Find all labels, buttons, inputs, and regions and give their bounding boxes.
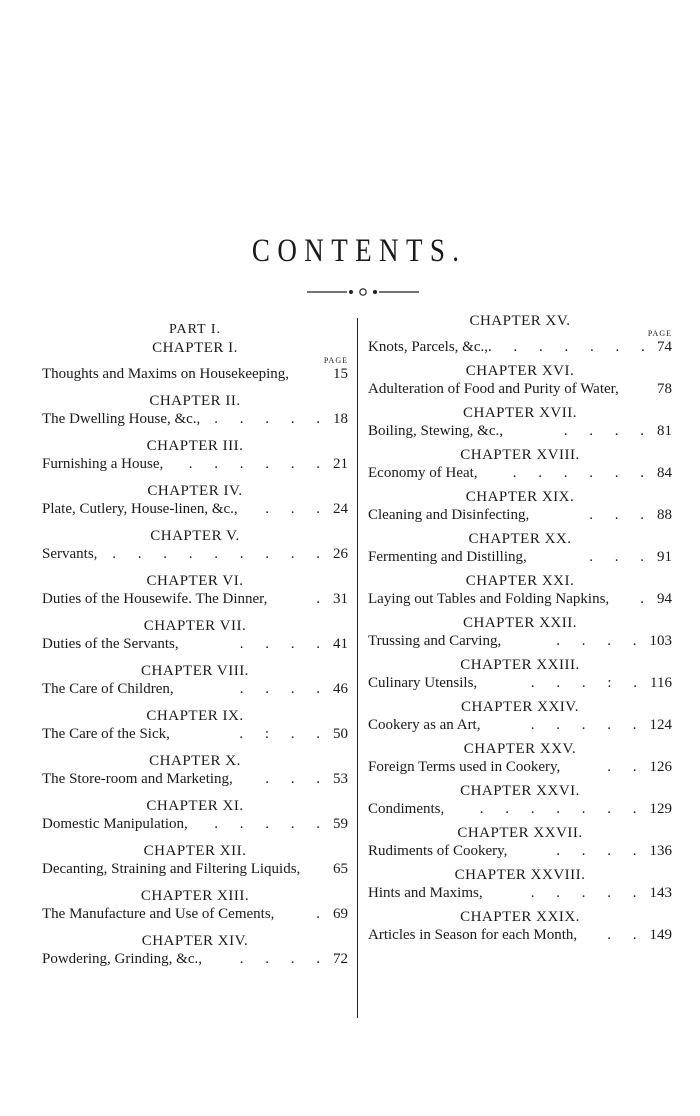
chapter-heading: CHAPTER VIII. <box>141 663 249 679</box>
page-column-label: PAGE <box>323 356 348 365</box>
dot-leader: . . . . . . <box>512 465 653 481</box>
dot-leader: . . . . <box>556 633 646 649</box>
column-divider <box>357 318 358 1018</box>
dot-leader: . . <box>607 927 646 943</box>
contents-entry <box>368 506 672 524</box>
chapter-heading: CHAPTER XXI. <box>465 573 575 589</box>
chapter-heading: CHAPTER XVI. <box>465 363 575 379</box>
chapter-heading: CHAPTER XIX. <box>465 489 575 505</box>
page-number: 72 <box>333 951 348 967</box>
contents-entry <box>42 815 348 833</box>
entry-title: Boiling, Stewing, &c., <box>368 423 503 439</box>
chapter-heading: CHAPTER IX. <box>146 708 244 724</box>
entry-title: Foreign Terms used in Cookery, <box>368 759 561 775</box>
chapter-heading: CHAPTER V. <box>150 528 240 544</box>
dot-leader: . . <box>607 759 646 775</box>
contents-entry <box>368 800 672 818</box>
contents-entry <box>42 590 348 608</box>
page-number: 84 <box>657 465 672 481</box>
page-number: 81 <box>657 423 672 439</box>
dot-leader: . . . . <box>239 951 329 967</box>
page-number: 31 <box>333 591 348 607</box>
page-number: 126 <box>649 759 672 775</box>
page-number: 69 <box>333 906 348 922</box>
contents-entry <box>42 950 348 968</box>
page-number: 78 <box>657 381 672 397</box>
page-number: 91 <box>657 549 672 565</box>
entry-title: Economy of Heat, <box>368 465 478 481</box>
entry-title: Duties of the Housewife. The Dinner, <box>42 591 268 607</box>
dot-leader: . . . . . <box>530 717 646 733</box>
dot-leader: . . . . . . <box>188 456 329 472</box>
page-number: 143 <box>649 885 672 901</box>
page-number: 46 <box>333 681 348 697</box>
entry-title: Duties of the Servants, <box>42 636 179 652</box>
page-column-label: PAGE <box>647 329 672 338</box>
chapter-heading: CHAPTER XXIX. <box>460 909 580 925</box>
chapter-heading: CHAPTER XXVIII. <box>454 867 586 883</box>
contents-entry <box>42 635 348 653</box>
left-column <box>42 312 348 968</box>
entry-title: The Store-room and Marketing, <box>42 771 233 787</box>
page-number: 103 <box>649 633 672 649</box>
chapter-heading: CHAPTER XX. <box>468 531 572 547</box>
entry-title: Servants, <box>42 546 98 562</box>
chapter-heading: CHAPTER XXV. <box>463 741 577 757</box>
chapter-heading: CHAPTER XIV. <box>141 933 249 949</box>
dot-leader: . . . . <box>239 681 329 697</box>
page-number: 59 <box>333 816 348 832</box>
entry-title: Articles in Season for each Month, <box>368 927 578 943</box>
entry-title: Condiments, <box>368 801 445 817</box>
entry-title: Cleaning and Disinfecting, <box>368 507 530 523</box>
contents-entry <box>42 860 348 878</box>
page-number: 65 <box>333 861 348 877</box>
dot-leader: . . . <box>589 549 653 565</box>
entry-title: The Care of Children, <box>42 681 174 697</box>
page-number: 149 <box>649 927 672 943</box>
dot-leader: . . . . . <box>530 885 646 901</box>
page-number: 74 <box>657 339 672 355</box>
dot-leader: . <box>316 591 329 607</box>
contents-entry <box>368 338 672 356</box>
contents-entry <box>42 545 348 563</box>
contents-entry <box>42 365 348 383</box>
entry-title: Plate, Cutlery, House-linen, &c., <box>42 501 238 517</box>
contents-entry <box>368 380 672 398</box>
chapter-heading: CHAPTER XV. <box>469 313 571 329</box>
contents-entry <box>42 770 348 788</box>
entry-title: Adulteration of Food and Purity of Water, <box>368 381 619 397</box>
dot-leader: . . . . . . . <box>487 339 654 355</box>
page-number: 124 <box>649 717 672 733</box>
dot-leader: . . . : . <box>530 675 647 691</box>
contents-entry <box>368 632 672 650</box>
entry-title: The Dwelling House, &c., <box>42 411 201 427</box>
chapter-heading: CHAPTER I. <box>152 340 238 356</box>
page-title: CONTENTS. <box>251 233 467 269</box>
entry-title: Powdering, Grinding, &c., <box>42 951 202 967</box>
title-ornament <box>307 287 419 297</box>
entry-title: Laying out Tables and Folding Napkins, <box>368 591 610 607</box>
chapter-heading: CHAPTER XXIV. <box>461 699 579 715</box>
dot-leader: . . . . <box>563 423 653 439</box>
page-number: 116 <box>650 675 672 691</box>
chapter-heading: CHAPTER III. <box>146 438 244 454</box>
chapter-heading: CHAPTER IV. <box>147 483 243 499</box>
chapter-heading: CHAPTER II. <box>149 393 241 409</box>
page-number: 21 <box>333 456 348 472</box>
entry-title: The Care of the Sick, <box>42 726 170 742</box>
contents-entry <box>368 590 672 608</box>
entry-title: Cookery as an Art, <box>368 717 481 733</box>
page-number: 15 <box>333 366 348 382</box>
dot-leader: . . . . <box>556 843 646 859</box>
entry-title: Knots, Parcels, &c., <box>368 339 488 355</box>
page-number: 136 <box>649 843 672 859</box>
chapter-heading: CHAPTER XVIII. <box>460 447 580 463</box>
chapter-heading: CHAPTER VI. <box>146 573 244 589</box>
entry-title: Rudiments of Cookery, <box>368 843 508 859</box>
dot-leader: . . . <box>589 507 653 523</box>
entry-title: Furnishing a House, <box>42 456 164 472</box>
contents-entry <box>42 680 348 698</box>
contents-entry <box>368 548 672 566</box>
chapter-heading: CHAPTER XXIII. <box>460 657 580 673</box>
chapter-heading: CHAPTER XXVII. <box>457 825 583 841</box>
contents-entry <box>42 455 348 473</box>
chapter-heading: CHAPTER X. <box>149 753 241 769</box>
dot-leader: . . . . . . . <box>479 801 646 817</box>
dot-leader: . . . <box>265 771 329 787</box>
chapter-heading: CHAPTER XXII. <box>463 615 577 631</box>
page-number: 88 <box>657 507 672 523</box>
contents-entry <box>368 926 672 944</box>
dot-leader: . . . . . . . . . <box>112 546 329 562</box>
part-heading: PART I. <box>168 322 222 337</box>
contents-entry <box>368 716 672 734</box>
page-number: 53 <box>333 771 348 787</box>
contents-entry <box>368 884 672 902</box>
entry-title: Fermenting and Distilling, <box>368 549 527 565</box>
right-column <box>368 312 672 944</box>
page-number: 24 <box>333 501 348 517</box>
entry-title: Culinary Utensils, <box>368 675 478 691</box>
page-number: 129 <box>649 801 672 817</box>
chapter-heading: CHAPTER XI. <box>146 798 244 814</box>
dot-leader: . . . <box>265 501 329 517</box>
dot-leader: . <box>640 591 653 607</box>
entry-title: The Manufacture and Use of Cements, <box>42 906 275 922</box>
dot-leader: . . . . . <box>214 411 329 427</box>
contents-entry <box>42 905 348 923</box>
contents-entry <box>42 410 348 428</box>
contents-entry <box>368 422 672 440</box>
chapter-heading: CHAPTER XVII. <box>463 405 577 421</box>
entry-title: Thoughts and Maxims on Housekeeping, <box>42 366 290 382</box>
page-number: 26 <box>333 546 348 562</box>
entry-title: Decanting, Straining and Filtering Liquids, <box>42 861 301 877</box>
chapter-heading: CHAPTER VII. <box>143 618 247 634</box>
contents-entry <box>368 674 672 692</box>
contents-entry <box>368 842 672 860</box>
entry-title: Trussing and Carving, <box>368 633 502 649</box>
contents-entry <box>42 725 348 743</box>
entry-title: Domestic Manipulation, <box>42 816 188 832</box>
contents-entry <box>368 758 672 776</box>
dot-leader: . : . . <box>239 726 329 742</box>
page-number: 50 <box>333 726 348 742</box>
entry-title: Hints and Maxims, <box>368 885 483 901</box>
chapter-heading: CHAPTER XIII. <box>140 888 250 904</box>
dot-leader: . <box>316 906 329 922</box>
dot-leader: . . . . <box>239 636 329 652</box>
contents-entry <box>368 464 672 482</box>
dot-leader: . . . . . <box>214 816 329 832</box>
page-number: 41 <box>333 636 348 652</box>
page-number: 94 <box>657 591 672 607</box>
chapter-heading: CHAPTER XII. <box>143 843 247 859</box>
page-number: 18 <box>333 411 348 427</box>
contents-entry <box>42 500 348 518</box>
chapter-heading: CHAPTER XXVI. <box>460 783 580 799</box>
